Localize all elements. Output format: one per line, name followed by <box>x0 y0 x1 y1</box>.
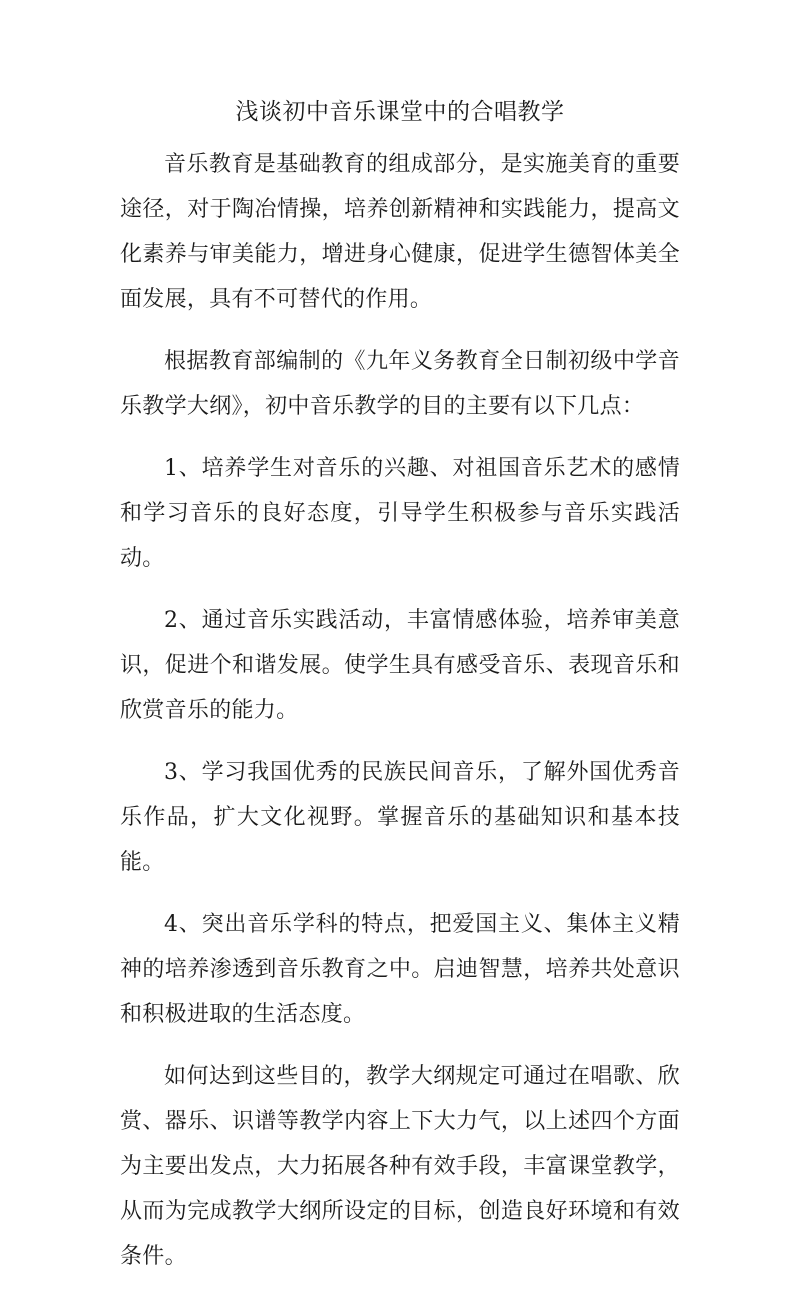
paragraph-intro: 音乐教育是基础教育的组成部分，是实施美育的重要途径，对于陶冶情操，培养创新精神和实践能力，提高文化素养与审美能力，增进身心健康，促进学生德智体美全面发展，具有不可替代的作用。 <box>120 152 680 312</box>
paragraph-syllabus: 根据教育部编制的《九年义务教育全日制初级中学音乐教学大纲》，初中音乐教学的目的主要有以下几点： <box>120 349 680 419</box>
paragraph-goal-3: 3、学习我国优秀的民族民间音乐，了解外国优秀音乐作品，扩大文化视野。掌握音乐的基础知识和基本技能。 <box>120 760 680 875</box>
paragraph-goal-4: 4、突出音乐学科的特点，把爱国主义、集体主义精神的培养渗透到音乐教育之中。启迪智慧，培养共处意识和积极进取的生活态度。 <box>120 912 680 1027</box>
document-title: 浅谈初中音乐课堂中的合唱教学 <box>235 99 565 125</box>
document-body <box>120 142 680 1296</box>
paragraph-conclusion: 如何达到这些目的，教学大纲规定可通过在唱歌、欣赏、器乐、识谱等教学内容上下大力气，以上述四个方面为主要出发点，大力拓展各种有效手段，丰富课堂教学，从而为完成教学大纲所设定的目标，创造良好环境和有效条件。 <box>120 1064 680 1269</box>
paragraph-goal-2: 2、通过音乐实践活动，丰富情感体验，培养审美意识，促进个和谐发展。使学生具有感受音乐、表现音乐和欣赏音乐的能力。 <box>120 608 680 723</box>
paragraph-goal-1: 1、培养学生对音乐的兴趣、对祖国音乐艺术的感情和学习音乐的良好态度，引导学生积极参与音乐实践活动。 <box>120 456 680 571</box>
